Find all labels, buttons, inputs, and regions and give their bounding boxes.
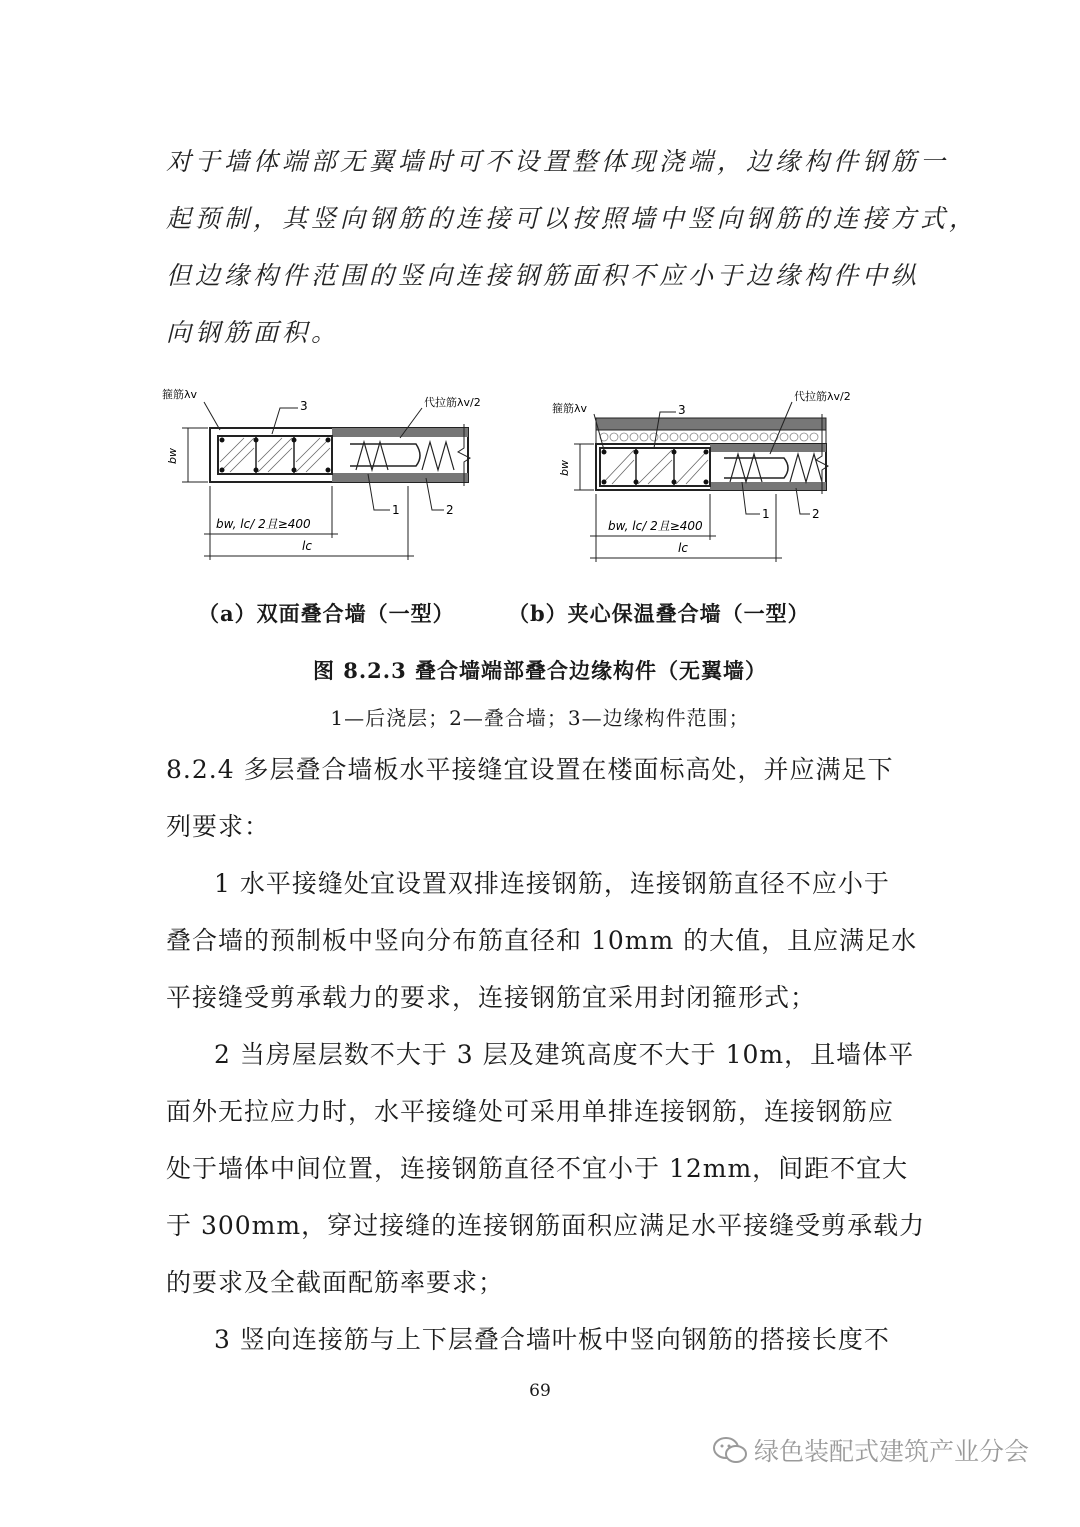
figure-b-sandwich-wall <box>550 378 890 568</box>
figure-title: 图 8.2.3 叠合墙端部叠合边缘构件（无翼墙） <box>312 658 768 683</box>
watermark <box>712 1430 1029 1470</box>
figure-b-bw-label: bw <box>558 460 571 476</box>
item2-line-1: 2 当房屋层数不大于 3 层及建筑高度不大于 10m，且墙体平 <box>214 1040 915 1069</box>
figure-a-stirrup-label: 箍筋λv <box>162 388 198 401</box>
item1-line-3: 平接缝受剪承载力的要求，连接钢筋宜采用封闭箍形式； <box>166 983 817 1012</box>
figure-a-tie-label: 代拉筋λv/2 <box>424 396 481 409</box>
item3-line-1: 3 竖向连接筋与上下层叠合墙叶板中竖向钢筋的搭接长度不 <box>214 1325 890 1354</box>
figure-b-caption: （b）夹心保温叠合墙（一型） <box>508 601 810 626</box>
figure-b-stirrup-label: 箍筋λv <box>552 402 588 415</box>
figure-b-dim-lc: lc <box>678 541 688 555</box>
intro-line-4: 向钢筋面积。 <box>166 318 341 347</box>
figure-a-callout-1: 1 <box>392 503 400 517</box>
figure-a-dim-lc: lc <box>302 539 312 553</box>
wechat-icon <box>712 1435 748 1465</box>
figure-b-tie-label: 代拉筋λv/2 <box>794 390 851 403</box>
clause-heading-line-1: 8.2.4 多层叠合墙板水平接缝宜设置在楼面标高处，并应满足下 <box>166 755 894 784</box>
item2-line-2: 面外无拉应力时，水平接缝处可采用单排连接钢筋，连接钢筋应 <box>166 1097 895 1126</box>
watermark-text: 绿色装配式建筑产业分会 <box>754 1437 1030 1466</box>
figure-a-bw-label: bw <box>166 448 179 464</box>
page-number: 69 <box>529 1381 551 1401</box>
item2-line-5: 的要求及全截面配筋率要求； <box>166 1268 505 1297</box>
item2-line-3: 处于墙体中间位置，连接钢筋直径不宜小于 12mm，间距不宜大 <box>166 1154 909 1183</box>
figure-a-callout-3: 3 <box>300 399 308 413</box>
figure-b-callout-2: 2 <box>812 507 820 521</box>
item1-line-2: 叠合墙的预制板中竖向分布筋直径和 10mm 的大值，且应满足水 <box>166 926 918 955</box>
figure-b-dim-edge: bw, lc/ 2且≥400 <box>608 519 703 533</box>
item1-line-1: 1 水平接缝处宜设置双排连接钢筋，连接钢筋直径不应小于 <box>214 869 890 898</box>
figure-a-caption: （a）双面叠合墙（一型） <box>198 601 455 626</box>
intro-line-2: 起预制，其竖向钢筋的连接可以按照墙中竖向钢筋的连接方式， <box>166 204 979 233</box>
figure-a-double-sided-wall <box>160 378 500 568</box>
clause-heading-line-2: 列要求： <box>166 812 271 841</box>
figure-b-callout-3: 3 <box>678 403 686 417</box>
intro-line-1: 对于墙体端部无翼墙时可不设置整体现浇端，边缘构件钢筋一 <box>166 147 950 176</box>
figure-a-callout-2: 2 <box>446 503 454 517</box>
figure-b-callout-1: 1 <box>762 507 770 521</box>
figure-a-dim-edge: bw, lc/ 2且≥400 <box>216 517 311 531</box>
item2-line-4: 于 300mm，穿过接缝的连接钢筋面积应满足水平接缝受剪承载力 <box>166 1211 926 1240</box>
figure-legend: 1—后浇层；2—叠合墙；3—边缘构件范围； <box>330 706 750 730</box>
intro-line-3: 但边缘构件范围的竖向连接钢筋面积不应小于边缘构件中纵 <box>166 261 921 290</box>
